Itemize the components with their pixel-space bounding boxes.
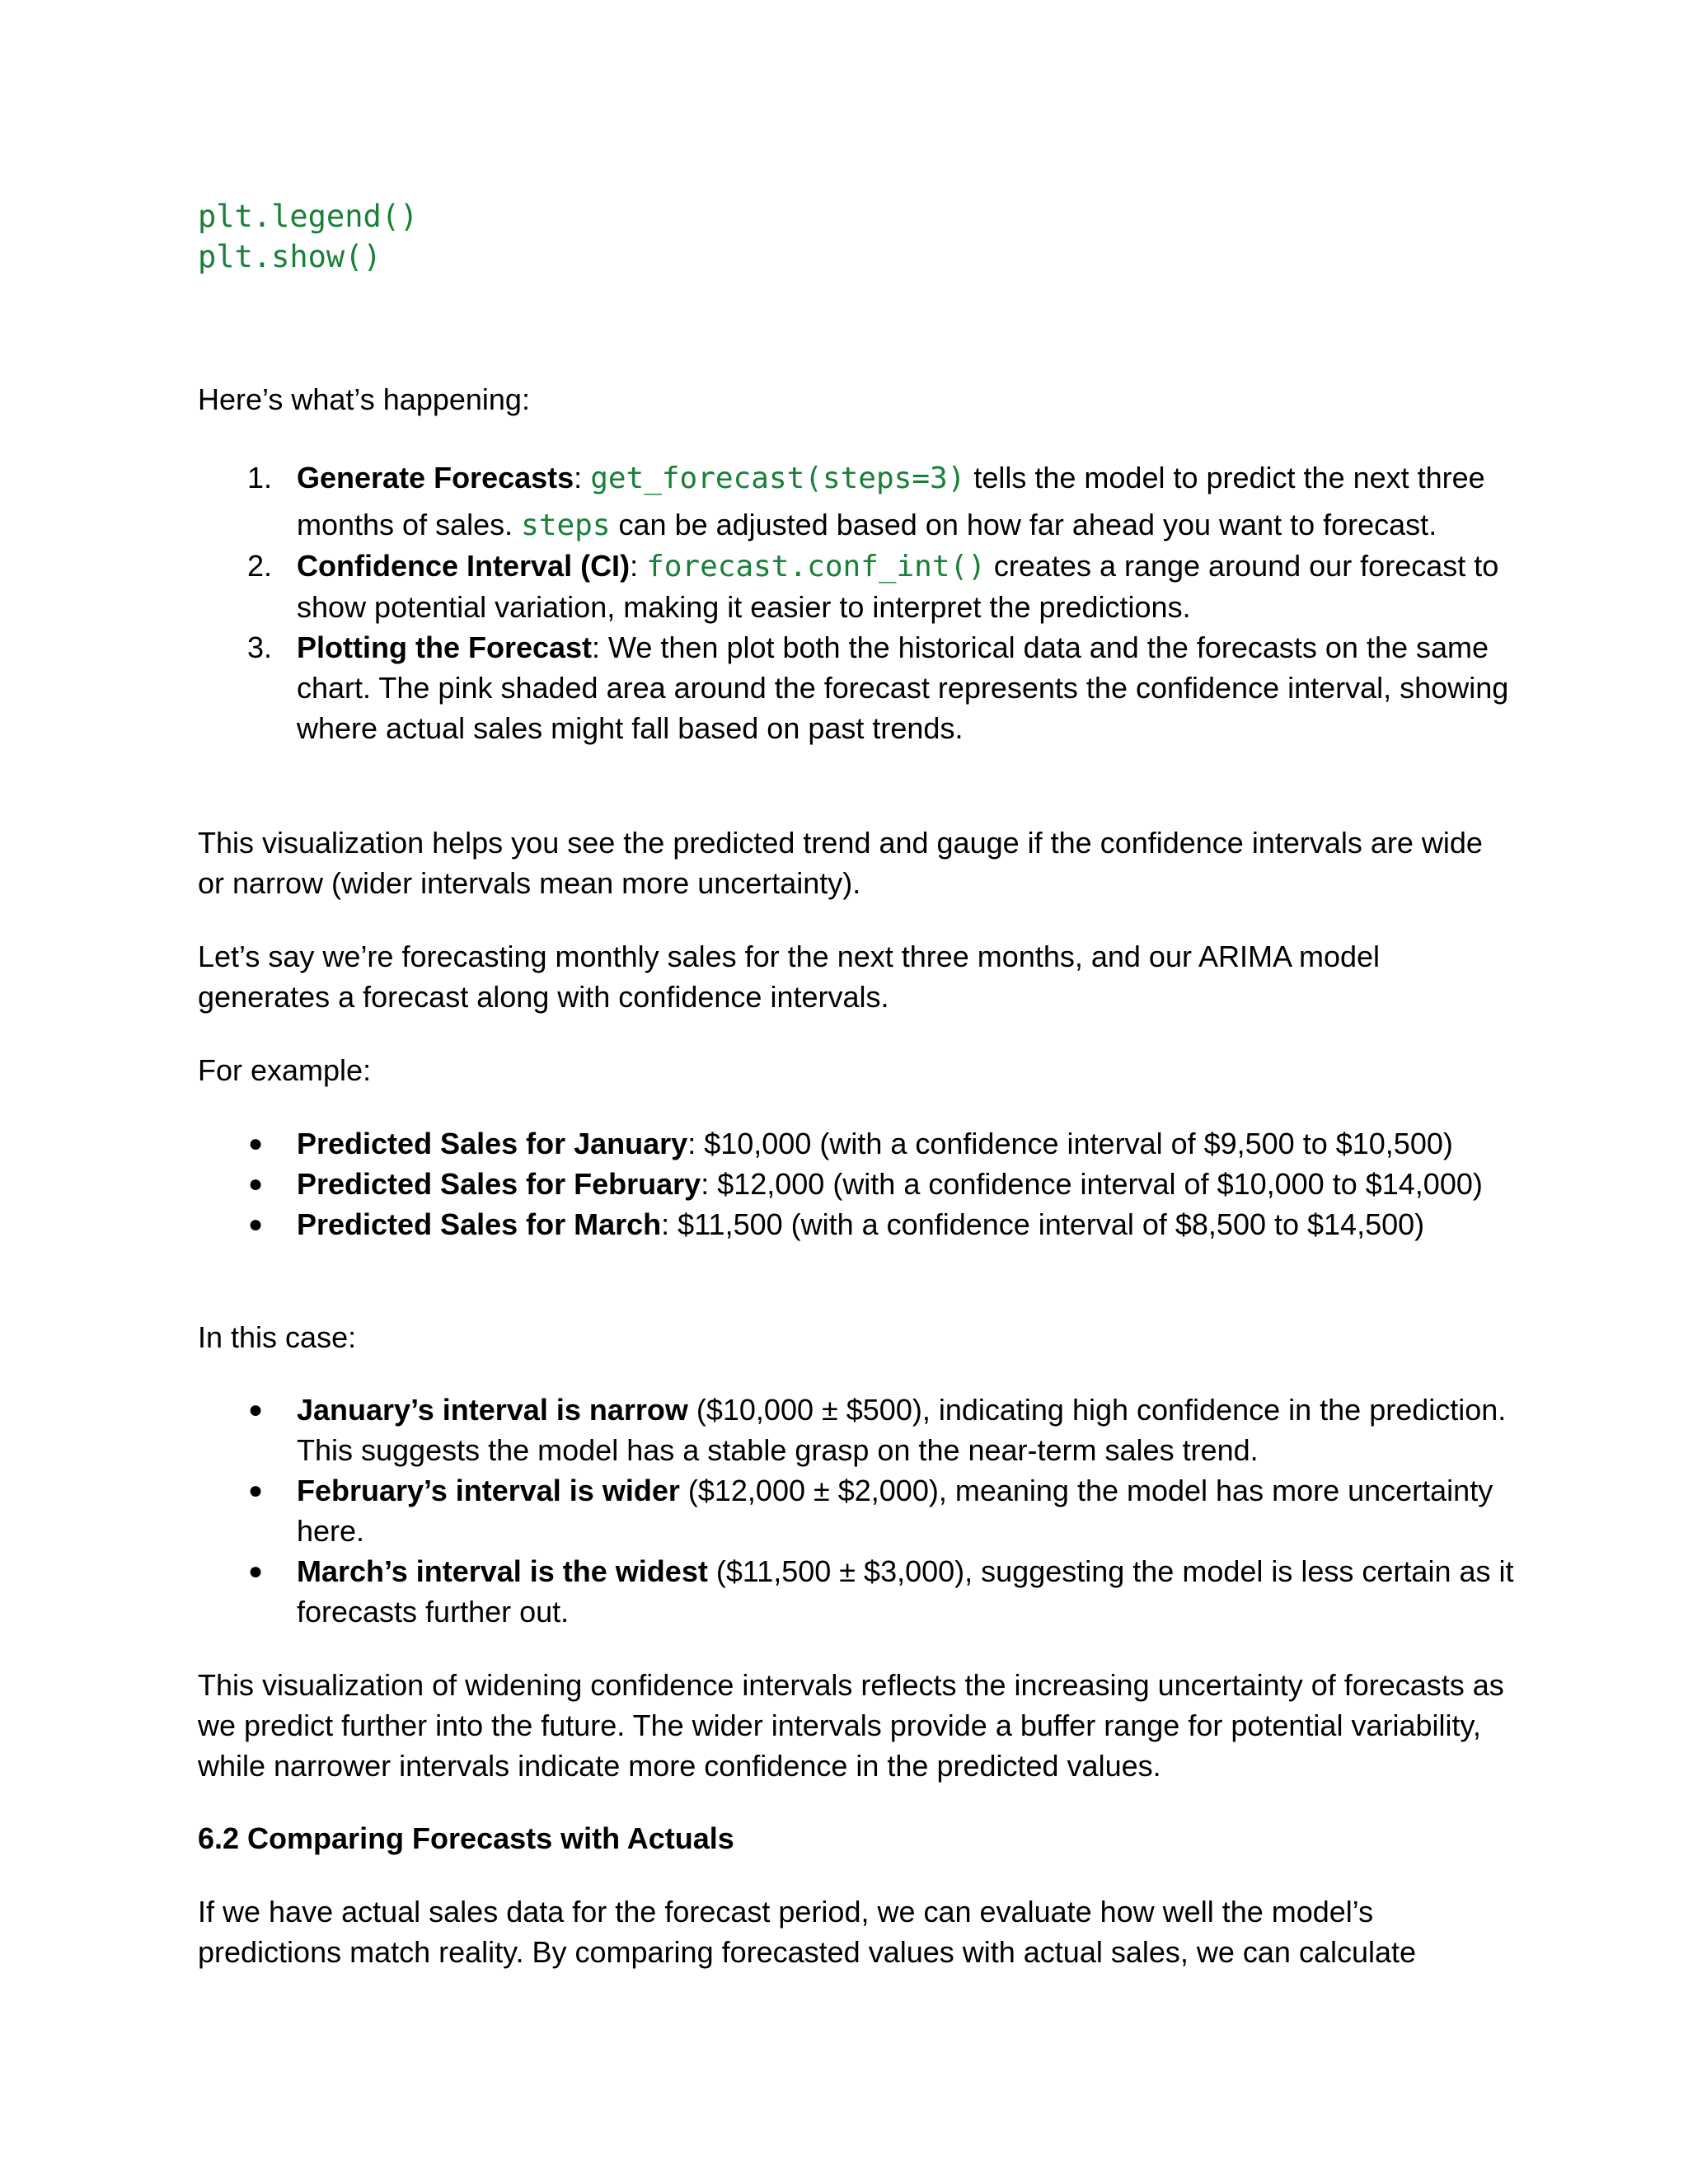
code-line: plt.legend()	[198, 199, 419, 234]
step-text: tells the model to predict the next three months of sales.	[297, 461, 1485, 541]
paragraph: This visualization of widening confidence intervals reflects the increasing uncertainty of forecasts as we predict further into the future. The wider intervals provide a buffer range for potential variability, while narrower intervals indicate more confidence in the predicted values.	[198, 1668, 1504, 1783]
item-title: January’s interval is narrow	[297, 1393, 688, 1427]
paragraph: In this case:	[198, 1320, 357, 1354]
item-text: : $11,500 (with a confidence interval of $8,500 to $14,500)	[661, 1207, 1425, 1241]
list-item	[198, 1390, 1517, 1470]
paragraph: Let’s say we’re forecasting monthly sales for the next three months, and our ARIMA model generates a forecast along with confidence intervals.	[198, 940, 1381, 1014]
bullet-icon: ●	[248, 1130, 264, 1157]
item-title: Predicted Sales for March	[297, 1207, 662, 1241]
step-text: can be adjusted based on how far ahead you want to forecast.	[610, 508, 1437, 541]
item-text: : $10,000 (with a confidence interval of $9,500 to $10,500)	[687, 1127, 1453, 1160]
list-number: 2.	[247, 549, 273, 583]
code-block	[198, 196, 1517, 277]
paragraph: For example:	[198, 1053, 372, 1087]
list-item: 1. Generate Forecasts: get_forecast(steps=3) tells the model to predict the next three months of sales. steps can be adjusted based on how far ahead you want to forecast.	[198, 455, 1517, 549]
list-item	[198, 627, 1517, 748]
step-text: : We then plot both the historical data and the forecasts on the same chart. The pink shaded area around the forecast represents the confidence interval, showing where actual sales might fall based on past trends.	[297, 630, 1509, 745]
examples-list	[198, 1123, 1517, 1244]
item-title: March’s interval is the widest	[297, 1554, 708, 1588]
inline-code: steps	[521, 509, 611, 542]
item-title: Predicted Sales for January	[297, 1127, 688, 1160]
inline-code: get_forecast(steps=3)	[590, 462, 966, 495]
code-line: plt.show()	[198, 239, 382, 274]
steps-list	[198, 455, 1517, 748]
list-item	[198, 1470, 1517, 1551]
bullet-icon: ●	[248, 1170, 264, 1197]
list-item	[198, 1164, 1517, 1204]
bullet-icon: ●	[248, 1477, 264, 1504]
step-title: Generate Forecasts	[297, 461, 574, 494]
section-heading: 6.2 Comparing Forecasts with Actuals	[198, 1821, 734, 1855]
paragraph: This visualization helps you see the predicted trend and gauge if the confidence intervals are wide or narrow (wider intervals mean more uncertainty).	[198, 826, 1483, 900]
item-title: Predicted Sales for February	[297, 1167, 701, 1201]
item-text: ($10,000 ± $500), indicating high confidence in the prediction. This suggests the model has a stable grasp on the near-term sales trend.	[297, 1393, 1507, 1467]
step-text: creates a range around our forecast to show potential variation, making it easier to interpret the predictions.	[297, 549, 1499, 624]
step-title: Confidence Interval (CI)	[297, 549, 631, 583]
list-item	[198, 1551, 1517, 1632]
bullet-icon: ●	[248, 1396, 264, 1423]
list-item: 2. Confidence Interval (CI): forecast.conf_int() creates a range around our forecast to show potential variation, making it easier to interpret the predictions.	[198, 546, 1517, 627]
bullet-icon: ●	[248, 1558, 264, 1585]
bullet-icon: ●	[248, 1211, 264, 1238]
item-text: ($11,500 ± $3,000), suggesting the model is less certain as it forecasts further out.	[297, 1554, 1514, 1629]
item-text: : $12,000 (with a confidence interval of $10,000 to $14,000)	[701, 1167, 1483, 1201]
item-title: February’s interval is wider	[297, 1474, 680, 1507]
inline-code: forecast.conf_int()	[646, 550, 986, 583]
list-item	[198, 1204, 1517, 1244]
paragraph: If we have actual sales data for the forecast period, we can evaluate how well the model’s predictions match reality. By comparing forecasted values with actual sales, we can calculate	[198, 1895, 1417, 1969]
list-item	[198, 1123, 1517, 1164]
list-number: 3.	[247, 630, 273, 664]
intro-paragraph: Here’s what’s happening:	[198, 382, 530, 416]
cases-list	[198, 1390, 1517, 1632]
step-title: Plotting the Forecast	[297, 630, 593, 664]
list-number: 1.	[247, 461, 273, 494]
item-text: ($12,000 ± $2,000), meaning the model has more uncertainty here.	[297, 1474, 1493, 1548]
